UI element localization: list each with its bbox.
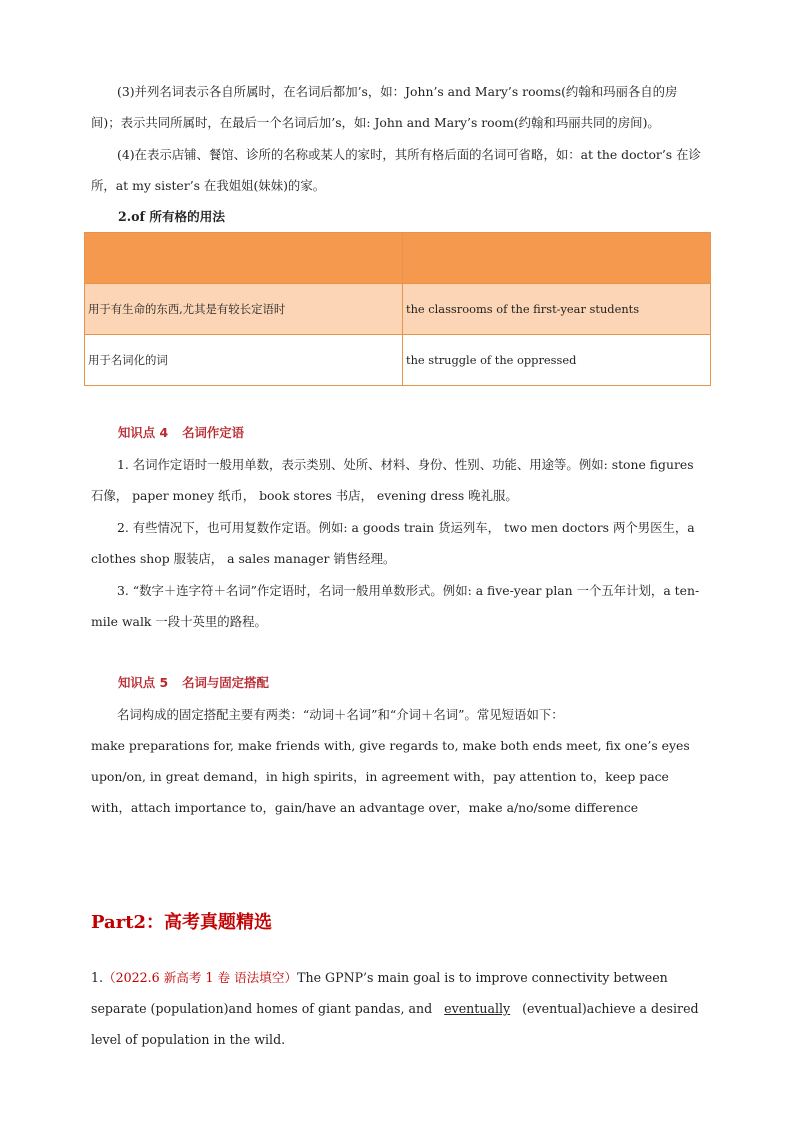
table-cell-usage: 用于名词化的词 [85,335,403,386]
question-number: 1. [91,970,104,985]
knowledge-point-4-heading [118,423,258,441]
table-row [85,284,711,335]
kp5-intro: 名词构成的固定搭配主要有两类：“动词＋名词”和“介词＋名词”。常见短语如下： [117,707,564,722]
kp4-item-2: 2. 有些情况下，也可用复数作定语。例如: a goods train 货运列车， two men doctors 两个男医生，a clothes shop 服装店， a sales manager 销售经理。 [91,520,695,566]
section-heading-of-possessive: 2.of 所有格的用法 [118,209,225,224]
kp4-item-3: 3. “数字＋连字符＋名词”作定语时，名词一般用单数形式。例如: a five-year plan 一个五年计划，a ten-mile walk 一段十英里的路程。 [91,583,700,629]
table-cell [403,233,711,284]
table-cell-example: the classrooms of the first-year students [403,284,711,335]
answer-blank: eventually [444,1001,511,1016]
table-header-row [85,233,711,284]
part2-title: Part2：高考真题精选 [91,912,273,933]
table-cell-usage: 用于有生命的东西,尤其是有较长定语时 [85,284,403,335]
table-row [85,335,711,386]
question-text-before: The GPNP’s main goal is to improve connectivity between separate (population)and homes of giant pandas, and [91,970,668,1016]
knowledge-point-5-heading [118,673,283,691]
kp5-phrases: make preparations for, make friends with, give regards to, make both ends meet, fix one’s eyes upon/on, in great demand，in high spirits，in agreement with，pay attention to，keep pace with，attach importance to，gain/have an advantage over，make a/no/some difference [91,738,690,815]
question-1 [91,962,711,1055]
question-source: （2022.6 新高考 1 卷 语法填空） [103,970,298,985]
paragraph-possessive-3: (3)并列名词表示各自所属时，在名词后都加’s，如：John’s and Mary’s rooms(约翰和玛丽各自的房间)；表示共同所属时，在最后一个名词后加’s，如: John and Mary’s room(约翰和玛丽共同的房间)。 [91,84,678,130]
knowledge-point-label: 知识点 4 [118,425,169,440]
knowledge-point-title: 名词与固定搭配 [182,675,269,690]
knowledge-point-label: 知识点 5 [118,675,169,690]
table-cell [85,233,403,284]
knowledge-point-title: 名词作定语 [182,425,245,440]
table-cell-example: the struggle of the oppressed [403,335,711,386]
paragraph-possessive-4: (4)在表示店铺、餐馆、诊所的名称或某人的家时，其所有格后面的名词可省略，如：at the doctor’s 在诊所，at my sister’s 在我姐姐(妹妹)的家。 [91,147,701,193]
of-possessive-table [84,232,711,386]
question-text-after: (eventual)achieve a desired level of population in the wild. [91,1001,699,1047]
kp4-item-1: 1. 名词作定语时一般用单数，表示类别、处所、材料、身份、性别、功能、用途等。例如: stone figures 石像， paper money 纸币， book stores 书店， evening dress 晚礼服。 [91,457,694,503]
